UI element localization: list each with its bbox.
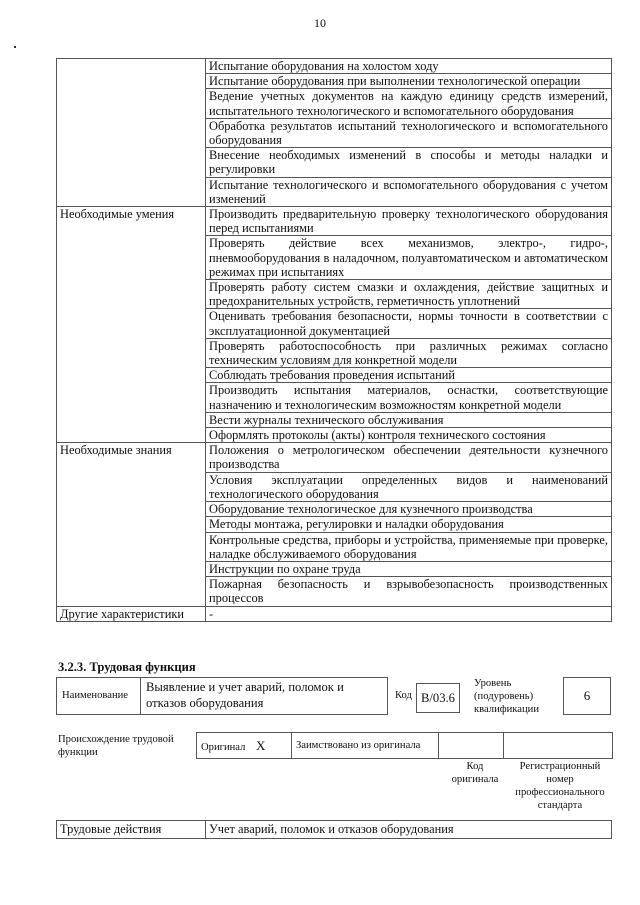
row-item: Испытание оборудования при выполнении технологической операции	[206, 74, 612, 89]
page-number: 10	[314, 16, 326, 30]
actions-value: Учет аварий, поломок и отказов оборудования	[206, 821, 612, 839]
original-mark: X	[256, 737, 266, 753]
row-item: Испытание оборудования на холостом ходу	[206, 59, 612, 74]
row-item: Методы монтажа, регулировки и наладки оборудования	[206, 517, 612, 532]
code-label: Код	[395, 690, 412, 701]
row-item: Оформлять протоколы (акты) контроля технического состояния	[206, 428, 612, 443]
row-item: Проверять действие всех механизмов, электро-, гидро-, пневмооборудования в наладочном, полуавтоматическом и автоматическом режимах при испытаниях	[206, 236, 612, 280]
original-cell	[197, 733, 292, 759]
row-item: Инструкции по охране труда	[206, 561, 612, 576]
origin-table	[196, 732, 613, 759]
actions-table	[56, 820, 612, 839]
reg-caption: Регистрационный номер профессионального стандарта	[515, 761, 605, 811]
row-item: Проверять работу систем смазки и охлаждения, действие защитных и предохранительных устройств, герметичность уплотнений	[206, 280, 612, 309]
row-label	[57, 59, 206, 207]
row-item: Обработка результатов испытаний технологического и вспомогательного оборудования	[206, 118, 612, 147]
scan-dot	[14, 46, 16, 48]
row-item: Соблюдать требования проведения испытаний	[206, 368, 612, 383]
row-item: Вести журналы технического обслуживания	[206, 412, 612, 427]
origin-label: Происхождение трудовой функции	[58, 734, 174, 758]
qualification-level: 6	[563, 677, 611, 715]
name-label: Наименование	[62, 690, 128, 701]
row-item: Условия эксплуатации определенных видов и наименований технологического оборудования	[206, 472, 612, 501]
borrowed-cell	[292, 733, 439, 759]
row-item: Оборудование технологическое для кузнечного производства	[206, 502, 612, 517]
function-name: Выявление и учет аварий, поломок и отказов оборудования	[140, 677, 388, 715]
original-label: Оригинал	[201, 741, 246, 753]
requirements-table	[56, 58, 612, 622]
row-item: Производить испытания материалов, оснастки, соответствующие назначению и технологическим возможностям конкретной модели	[206, 383, 612, 412]
reg-number-cell	[504, 733, 613, 759]
row-item: Испытание технологического и вспомогательного оборудования с учетом изменений	[206, 177, 612, 206]
table-row	[57, 606, 612, 621]
row-item: Пожарная безопасность и взрывобезопасность производственных процессов	[206, 577, 612, 606]
table-row	[57, 443, 612, 472]
row-label: Необходимые умения	[57, 207, 206, 443]
section-title: 3.2.3. Трудовая функция	[58, 660, 196, 674]
row-item: Оценивать требования безопасности, нормы точности в соответствии с эксплуатационной документацией	[206, 309, 612, 338]
original-code-cell	[439, 733, 504, 759]
row-item: Положения о метрологическом обеспечении деятельности кузнечного производства	[206, 443, 612, 472]
row-item: Контрольные средства, приборы и устройства, применяемые при проверке, наладке обслуживаемого оборудования	[206, 532, 612, 561]
row-item: Проверять работоспособность при различных режимах согласно техническим условиям для конкретной модели	[206, 338, 612, 367]
row-item: Ведение учетных документов на каждую единицу средств измерений, испытательного технологического и вспомогательного оборудования	[206, 89, 612, 118]
function-code: В/03.6	[416, 683, 460, 713]
row-label: Необходимые знания	[57, 443, 206, 606]
row-item: -	[206, 606, 612, 621]
level-label: Уровень (подуровень) квалификации	[474, 678, 539, 715]
table-row	[57, 59, 612, 74]
row-label: Другие характеристики	[57, 606, 206, 621]
table-row	[57, 207, 612, 236]
actions-label: Трудовые действия	[57, 821, 206, 839]
code-caption: Код оригинала	[451, 761, 499, 785]
row-item: Внесение необходимых изменений в способы и методы наладки и регулировки	[206, 148, 612, 177]
borrowed-label: Заимствовано из оригинала	[296, 740, 421, 751]
row-item: Производить предварительную проверку технологического оборудования перед испытаниями	[206, 207, 612, 236]
